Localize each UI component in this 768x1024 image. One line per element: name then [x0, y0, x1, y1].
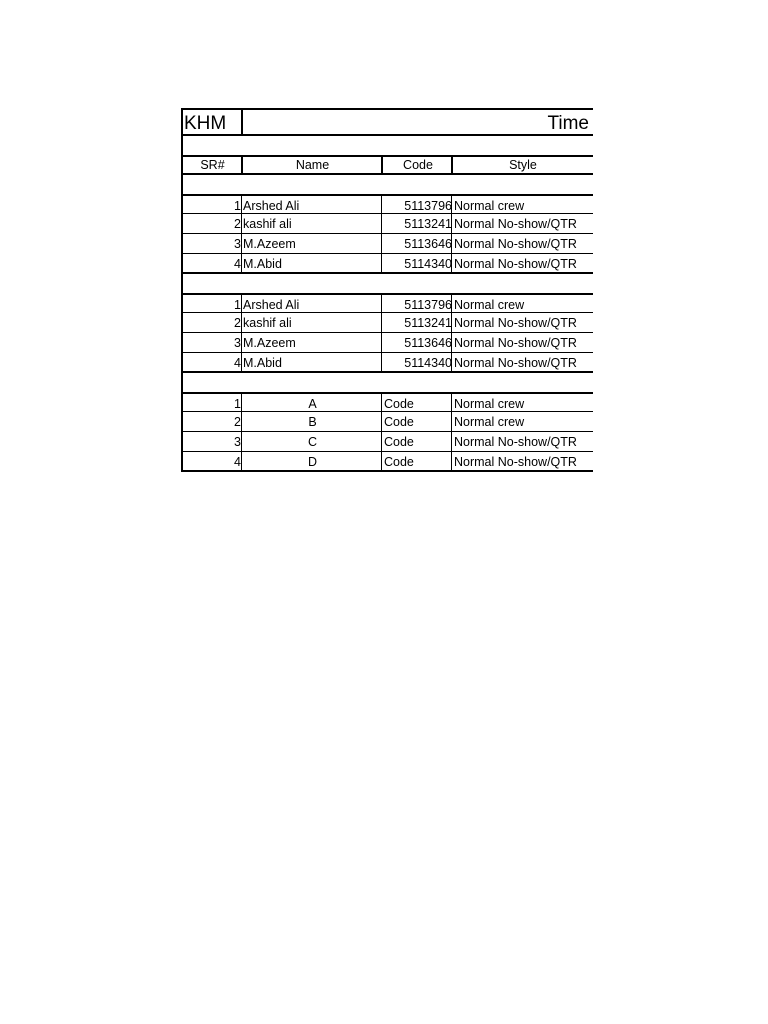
spacer-row [181, 373, 593, 392]
column-divider [381, 196, 382, 213]
column-divider [451, 196, 452, 213]
cell-name: Arshed Ali [243, 199, 300, 213]
cell-name: A [308, 397, 317, 411]
group-1 [181, 194, 593, 274]
cell-code: 5113796 [404, 298, 452, 312]
column-divider [381, 394, 382, 411]
cell-name: M.Abid [243, 257, 282, 271]
title-row [181, 108, 593, 136]
column-divider [381, 313, 382, 332]
cell-style: Normal crew [454, 397, 525, 411]
column-divider [381, 214, 382, 233]
header-row [181, 155, 593, 175]
cell-name: M.Abid [243, 356, 282, 370]
cell-code: 5113646 [404, 336, 452, 350]
column-divider [451, 412, 452, 431]
column-divider [451, 452, 452, 470]
cell-name: D [307, 455, 318, 469]
table-row [181, 392, 593, 412]
table-row [181, 432, 593, 452]
cell-name: kashif ali [243, 316, 292, 330]
table-row [181, 313, 593, 333]
spreadsheet-table [181, 108, 593, 472]
cell-style: Normal No-show/QTR [454, 435, 577, 449]
group-2 [181, 293, 593, 373]
cell-name: M.Azeem [243, 336, 296, 350]
cell-style: Normal No-show/QTR [454, 217, 577, 231]
title-right: Time [547, 113, 589, 134]
spacer-row [181, 274, 593, 293]
cell-sr: 1 [234, 298, 241, 312]
cell-code: 5113796 [404, 199, 452, 213]
cell-style: Normal No-show/QTR [454, 455, 577, 469]
cell-style: Normal No-show/QTR [454, 336, 577, 350]
table-row [181, 293, 593, 313]
table-row [181, 254, 593, 274]
column-divider [451, 234, 452, 253]
column-divider [451, 313, 452, 332]
cell-code: 5114340 [404, 257, 452, 271]
column-divider [451, 295, 452, 312]
column-divider [381, 452, 382, 470]
cell-name: kashif ali [243, 217, 292, 231]
header-name: Name [295, 158, 330, 172]
cell-style: Normal No-show/QTR [454, 257, 577, 271]
header-style: Style [509, 158, 537, 172]
cell-sr: 1 [234, 397, 241, 411]
cell-name: M.Azeem [243, 237, 296, 251]
column-divider [451, 214, 452, 233]
cell-sr: 4 [234, 257, 241, 271]
cell-style: Normal crew [454, 415, 525, 429]
cell-style: Normal No-show/QTR [454, 237, 577, 251]
cell-sr: 4 [234, 356, 241, 370]
column-divider [381, 353, 382, 371]
column-divider [451, 353, 452, 371]
cell-code: 5114340 [404, 356, 452, 370]
cell-code: Code [384, 415, 414, 429]
table-row [181, 333, 593, 353]
column-divider [381, 295, 382, 312]
column-divider [451, 254, 452, 272]
cell-style: Normal No-show/QTR [454, 356, 577, 370]
cell-sr: 2 [234, 316, 241, 330]
cell-sr: 1 [234, 199, 241, 213]
table-row [181, 194, 593, 214]
table-row [181, 234, 593, 254]
cell-code: 5113241 [404, 217, 452, 231]
cell-style: Normal crew [454, 199, 525, 213]
column-divider [451, 333, 452, 352]
column-divider [381, 234, 382, 253]
cell-name: C [307, 435, 318, 449]
cell-code: Code [384, 397, 414, 411]
spacer-row [181, 175, 593, 194]
cell-code: 5113646 [404, 237, 452, 251]
cell-style: Normal No-show/QTR [454, 316, 577, 330]
cell-sr: 3 [234, 336, 241, 350]
table-row [181, 214, 593, 234]
cell-name: Arshed Ali [243, 298, 300, 312]
cell-code: 5113241 [404, 316, 452, 330]
cell-name: B [308, 415, 317, 429]
table-row [181, 412, 593, 432]
cell-style: Normal crew [454, 298, 525, 312]
header-code: Code [403, 158, 433, 172]
column-divider [451, 394, 452, 411]
column-divider [381, 333, 382, 352]
cell-sr: 4 [234, 455, 241, 469]
header-sr: SR# [200, 158, 225, 172]
cell-code: Code [384, 455, 414, 469]
cell-sr: 3 [234, 237, 241, 251]
spacer-row [181, 136, 593, 155]
group-3 [181, 392, 593, 472]
column-divider [381, 432, 382, 451]
column-divider [451, 432, 452, 451]
cell-sr: 2 [234, 415, 241, 429]
cell-code: Code [384, 435, 414, 449]
column-divider [381, 412, 382, 431]
title-divider [241, 110, 243, 134]
cell-sr: 3 [234, 435, 241, 449]
table-row [181, 452, 593, 472]
cell-sr: 2 [234, 217, 241, 231]
table-row [181, 353, 593, 373]
column-divider [381, 254, 382, 272]
title-left: KHM [184, 113, 227, 134]
